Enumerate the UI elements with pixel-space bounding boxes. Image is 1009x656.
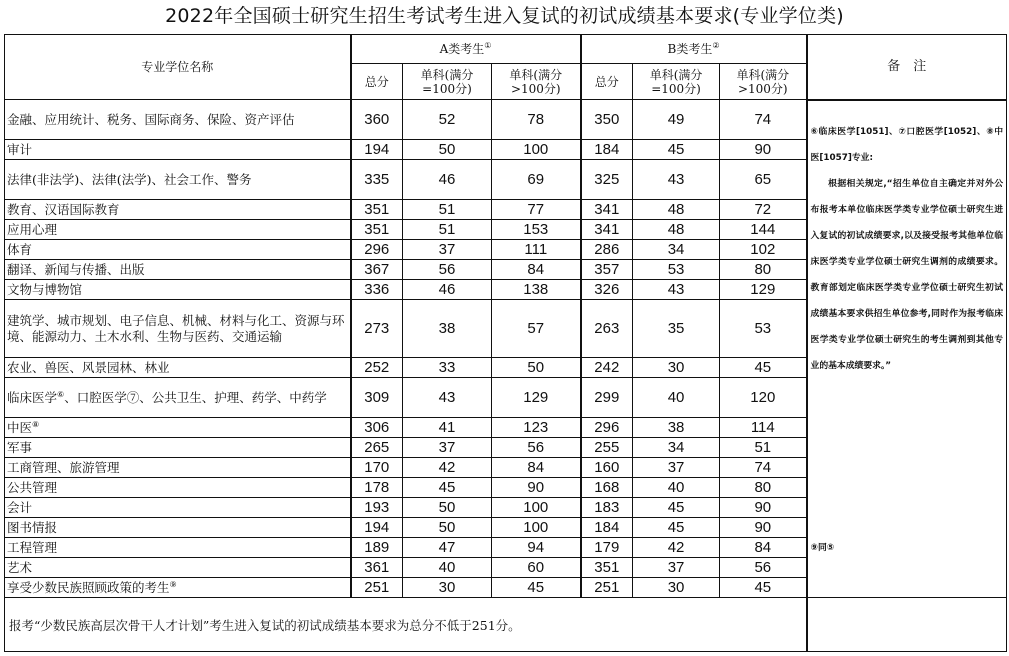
b-single-gt100-cell: 53 xyxy=(720,300,807,358)
a-total-cell: 335 xyxy=(351,160,403,200)
a-total-cell: 251 xyxy=(351,578,403,598)
header-b-total: 总分 xyxy=(581,64,633,100)
a-single-gt100-cell: 153 xyxy=(492,220,581,240)
major-name: 中医 xyxy=(7,419,33,435)
b-single-100-cell: 45 xyxy=(633,498,720,518)
major-name-cell xyxy=(5,220,351,240)
major-name-cell xyxy=(5,240,351,260)
b-single-100-cell: 45 xyxy=(633,518,720,538)
a-single-gt100-cell: 138 xyxy=(492,280,581,300)
b-total-cell: 341 xyxy=(581,220,633,240)
major-name-cell xyxy=(5,458,351,478)
b-single-100-cell: 34 xyxy=(633,240,720,260)
b-total-cell: 251 xyxy=(581,578,633,598)
b-single-gt100-cell: 56 xyxy=(720,558,807,578)
a-total-cell: 351 xyxy=(351,200,403,220)
b-single-100-cell: 30 xyxy=(633,358,720,378)
b-total-cell: 325 xyxy=(581,160,633,200)
b-total-cell: 326 xyxy=(581,280,633,300)
a-single-100-cell: 43 xyxy=(403,378,492,418)
header-remark: 备 注 xyxy=(807,35,1007,100)
b-total-cell: 183 xyxy=(581,498,633,518)
a-total-cell: 360 xyxy=(351,100,403,140)
a-single-100-cell: 46 xyxy=(403,160,492,200)
a-single-gt100-cell: 90 xyxy=(492,478,581,498)
a-total-cell: 351 xyxy=(351,220,403,240)
header-group-a xyxy=(351,35,581,64)
major-name: 享受少数民族照顾政策的考生 xyxy=(7,579,170,595)
b-single-gt100-cell: 114 xyxy=(720,418,807,438)
major-name-cell xyxy=(5,358,351,378)
a-single-gt100-cell: 50 xyxy=(492,358,581,378)
a-single-gt100-cell: 77 xyxy=(492,200,581,220)
major-name-cell xyxy=(5,478,351,498)
b-single-100-cell: 42 xyxy=(633,538,720,558)
a-single-100-cell: 42 xyxy=(403,458,492,478)
a-single-gt100-cell: 100 xyxy=(492,518,581,538)
a-total-cell: 265 xyxy=(351,438,403,458)
header-group-b-label: B类考生 xyxy=(667,42,713,56)
a-single-gt100-cell: 100 xyxy=(492,140,581,160)
b-single-100-cell: 48 xyxy=(633,220,720,240)
b-single-100-cell: 34 xyxy=(633,438,720,458)
header-b-single-100: 单科(满分 =100分) xyxy=(633,64,720,100)
b-single-gt100-cell: 45 xyxy=(720,358,807,378)
b-total-cell: 184 xyxy=(581,140,633,160)
a-single-gt100-cell: 111 xyxy=(492,240,581,260)
b-single-100-cell: 49 xyxy=(633,100,720,140)
header-group-b-mark: ② xyxy=(712,41,720,50)
b-single-100-cell: 35 xyxy=(633,300,720,358)
b-single-100-cell: 43 xyxy=(633,280,720,300)
major-name-cell xyxy=(5,578,351,598)
a-single-100-cell: 52 xyxy=(403,100,492,140)
a-single-100-cell: 50 xyxy=(403,518,492,538)
b-total-cell: 351 xyxy=(581,558,633,578)
major-name-mark: ⑨ xyxy=(169,579,177,589)
a-single-gt100-cell: 84 xyxy=(492,260,581,280)
remark-paragraph-3: ⑨同⑤ xyxy=(810,542,835,553)
major-name: 审计 xyxy=(7,141,33,157)
major-name-cell xyxy=(5,280,351,300)
header-major-name: 专业学位名称 xyxy=(5,35,351,100)
a-total-cell: 309 xyxy=(351,378,403,418)
footnote-remark-empty xyxy=(807,598,1007,652)
header-a-single-gt100: 单科(满分 >100分) xyxy=(492,64,581,100)
b-single-gt100-cell: 80 xyxy=(720,478,807,498)
major-name: 军事 xyxy=(7,439,33,455)
a-total-cell: 273 xyxy=(351,300,403,358)
b-total-cell: 255 xyxy=(581,438,633,458)
major-name-cell xyxy=(5,140,351,160)
a-single-gt100-cell: 60 xyxy=(492,558,581,578)
a-total-cell: 306 xyxy=(351,418,403,438)
remark-cell xyxy=(807,100,1007,598)
header-group-a-label: A类考生 xyxy=(439,42,485,56)
major-name: 公共管理 xyxy=(7,479,58,495)
b-total-cell: 242 xyxy=(581,358,633,378)
b-single-100-cell: 43 xyxy=(633,160,720,200)
page-title: 2022年全国硕士研究生招生考试考生进入复试的初试成绩基本要求(专业学位类) xyxy=(165,5,844,27)
header-group-a-mark: ① xyxy=(484,41,492,50)
a-single-100-cell: 46 xyxy=(403,280,492,300)
b-single-100-cell: 37 xyxy=(633,458,720,478)
major-name-cell xyxy=(5,300,351,358)
major-name: 法律(非法学)、法律(法学)、社会工作、警务 xyxy=(7,171,252,187)
b-single-gt100-cell: 144 xyxy=(720,220,807,240)
score-requirements-table xyxy=(4,34,1007,652)
b-single-gt100-cell: 74 xyxy=(720,100,807,140)
a-single-gt100-cell: 45 xyxy=(492,578,581,598)
remark-paragraph-2: 根据相关规定,“招生单位自主确定并对外公布报考本单位临床医学类专业学位硕士研究生进入复试的初试成绩要求,以及接受报考其他单位临床医学类专业学位硕士研究生调剂的成绩要求。教育部划定临床医学类专业学位硕士研究生初试成绩基本要求供招生单位参考,同时作为报考临床医学类专业学位硕士研究生的考生调剂到其他专业的基本成绩要求。” xyxy=(810,178,1004,371)
b-single-100-cell: 45 xyxy=(633,140,720,160)
a-single-gt100-cell: 123 xyxy=(492,418,581,438)
major-name-cell xyxy=(5,200,351,220)
a-single-gt100-cell: 69 xyxy=(492,160,581,200)
b-single-100-cell: 40 xyxy=(633,378,720,418)
major-name-cell xyxy=(5,100,351,140)
a-total-cell: 193 xyxy=(351,498,403,518)
a-single-100-cell: 40 xyxy=(403,558,492,578)
major-name: 应用心理 xyxy=(7,221,58,237)
b-single-100-cell: 53 xyxy=(633,260,720,280)
a-total-cell: 367 xyxy=(351,260,403,280)
b-single-100-cell: 38 xyxy=(633,418,720,438)
footnote-text: 报考“少数民族高层次骨干人才计划”考生进入复试的初试成绩基本要求为总分不低于251分。 xyxy=(5,598,807,652)
major-name: 翻译、新闻与传播、出版 xyxy=(7,261,145,277)
a-single-100-cell: 30 xyxy=(403,578,492,598)
major-name-cell xyxy=(5,518,351,538)
header-a-total: 总分 xyxy=(351,64,403,100)
major-name: 教育、汉语国际教育 xyxy=(7,201,120,217)
a-single-gt100-cell: 84 xyxy=(492,458,581,478)
b-single-gt100-cell: 80 xyxy=(720,260,807,280)
b-total-cell: 286 xyxy=(581,240,633,260)
major-name: 体育 xyxy=(7,241,33,257)
a-single-100-cell: 47 xyxy=(403,538,492,558)
a-total-cell: 170 xyxy=(351,458,403,478)
b-total-cell: 168 xyxy=(581,478,633,498)
a-single-gt100-cell: 100 xyxy=(492,498,581,518)
a-single-100-cell: 33 xyxy=(403,358,492,378)
b-single-gt100-cell: 45 xyxy=(720,578,807,598)
a-single-100-cell: 37 xyxy=(403,240,492,260)
table-row xyxy=(5,100,1007,140)
major-name: 艺术 xyxy=(7,559,33,575)
a-total-cell: 336 xyxy=(351,280,403,300)
major-name-cell xyxy=(5,558,351,578)
major-name-cell xyxy=(5,418,351,438)
b-total-cell: 350 xyxy=(581,100,633,140)
a-single-gt100-cell: 129 xyxy=(492,378,581,418)
b-total-cell: 341 xyxy=(581,200,633,220)
major-name-cell xyxy=(5,378,351,418)
b-total-cell: 296 xyxy=(581,418,633,438)
major-name-cell xyxy=(5,160,351,200)
a-single-gt100-cell: 94 xyxy=(492,538,581,558)
a-total-cell: 189 xyxy=(351,538,403,558)
a-single-100-cell: 51 xyxy=(403,220,492,240)
a-single-gt100-cell: 78 xyxy=(492,100,581,140)
b-total-cell: 184 xyxy=(581,518,633,538)
major-name-rest: 、口腔医学⑦、公共卫生、护理、药学、中药学 xyxy=(64,389,327,405)
b-single-gt100-cell: 51 xyxy=(720,438,807,458)
b-single-100-cell: 37 xyxy=(633,558,720,578)
a-single-100-cell: 50 xyxy=(403,140,492,160)
remark-paragraph-1: ⑥临床医学[1051]、⑦口腔医学[1052]、⑧中医[1057]专业: xyxy=(810,126,1004,163)
b-single-gt100-cell: 90 xyxy=(720,518,807,538)
b-single-gt100-cell: 129 xyxy=(720,280,807,300)
a-total-cell: 194 xyxy=(351,140,403,160)
b-single-gt100-cell: 72 xyxy=(720,200,807,220)
b-single-gt100-cell: 84 xyxy=(720,538,807,558)
major-name: 工程管理 xyxy=(7,539,58,555)
b-single-100-cell: 40 xyxy=(633,478,720,498)
b-total-cell: 357 xyxy=(581,260,633,280)
header-a-single-100: 单科(满分 =100分) xyxy=(403,64,492,100)
a-single-100-cell: 37 xyxy=(403,438,492,458)
major-name: 农业、兽医、风景园林、林业 xyxy=(7,359,170,375)
major-name-cell xyxy=(5,498,351,518)
a-single-100-cell: 41 xyxy=(403,418,492,438)
b-single-100-cell: 48 xyxy=(633,200,720,220)
a-total-cell: 178 xyxy=(351,478,403,498)
major-name-cell xyxy=(5,260,351,280)
b-total-cell: 299 xyxy=(581,378,633,418)
major-name-cell xyxy=(5,438,351,458)
b-total-cell: 263 xyxy=(581,300,633,358)
b-single-gt100-cell: 90 xyxy=(720,498,807,518)
a-single-100-cell: 45 xyxy=(403,478,492,498)
a-single-gt100-cell: 56 xyxy=(492,438,581,458)
b-single-gt100-cell: 90 xyxy=(720,140,807,160)
major-name-mark: ⑥ xyxy=(57,389,65,399)
a-single-gt100-cell: 57 xyxy=(492,300,581,358)
a-single-100-cell: 56 xyxy=(403,260,492,280)
major-name: 临床医学 xyxy=(7,389,58,405)
b-total-cell: 179 xyxy=(581,538,633,558)
header-group-b xyxy=(581,35,807,64)
a-total-cell: 361 xyxy=(351,558,403,578)
a-single-100-cell: 38 xyxy=(403,300,492,358)
b-single-gt100-cell: 120 xyxy=(720,378,807,418)
a-single-100-cell: 50 xyxy=(403,498,492,518)
a-total-cell: 252 xyxy=(351,358,403,378)
major-name-mark: ⑧ xyxy=(32,419,40,429)
header-b-single-gt100: 单科(满分 >100分) xyxy=(720,64,807,100)
b-total-cell: 160 xyxy=(581,458,633,478)
b-single-gt100-cell: 102 xyxy=(720,240,807,260)
a-single-100-cell: 51 xyxy=(403,200,492,220)
major-name: 建筑学、城市规划、电子信息、机械、材料与化工、资源与环境、能源动力、土木水利、生物与医药、交通运输 xyxy=(7,312,345,344)
footnote-row xyxy=(5,598,1007,652)
major-name: 工商管理、旅游管理 xyxy=(7,459,120,475)
major-name-cell xyxy=(5,538,351,558)
a-total-cell: 296 xyxy=(351,240,403,260)
b-single-gt100-cell: 74 xyxy=(720,458,807,478)
b-single-gt100-cell: 65 xyxy=(720,160,807,200)
b-single-100-cell: 30 xyxy=(633,578,720,598)
major-name: 图书情报 xyxy=(7,519,58,535)
major-name: 会计 xyxy=(7,499,33,515)
a-total-cell: 194 xyxy=(351,518,403,538)
major-name: 文物与博物馆 xyxy=(7,281,83,297)
major-name: 金融、应用统计、税务、国际商务、保险、资产评估 xyxy=(7,111,295,127)
